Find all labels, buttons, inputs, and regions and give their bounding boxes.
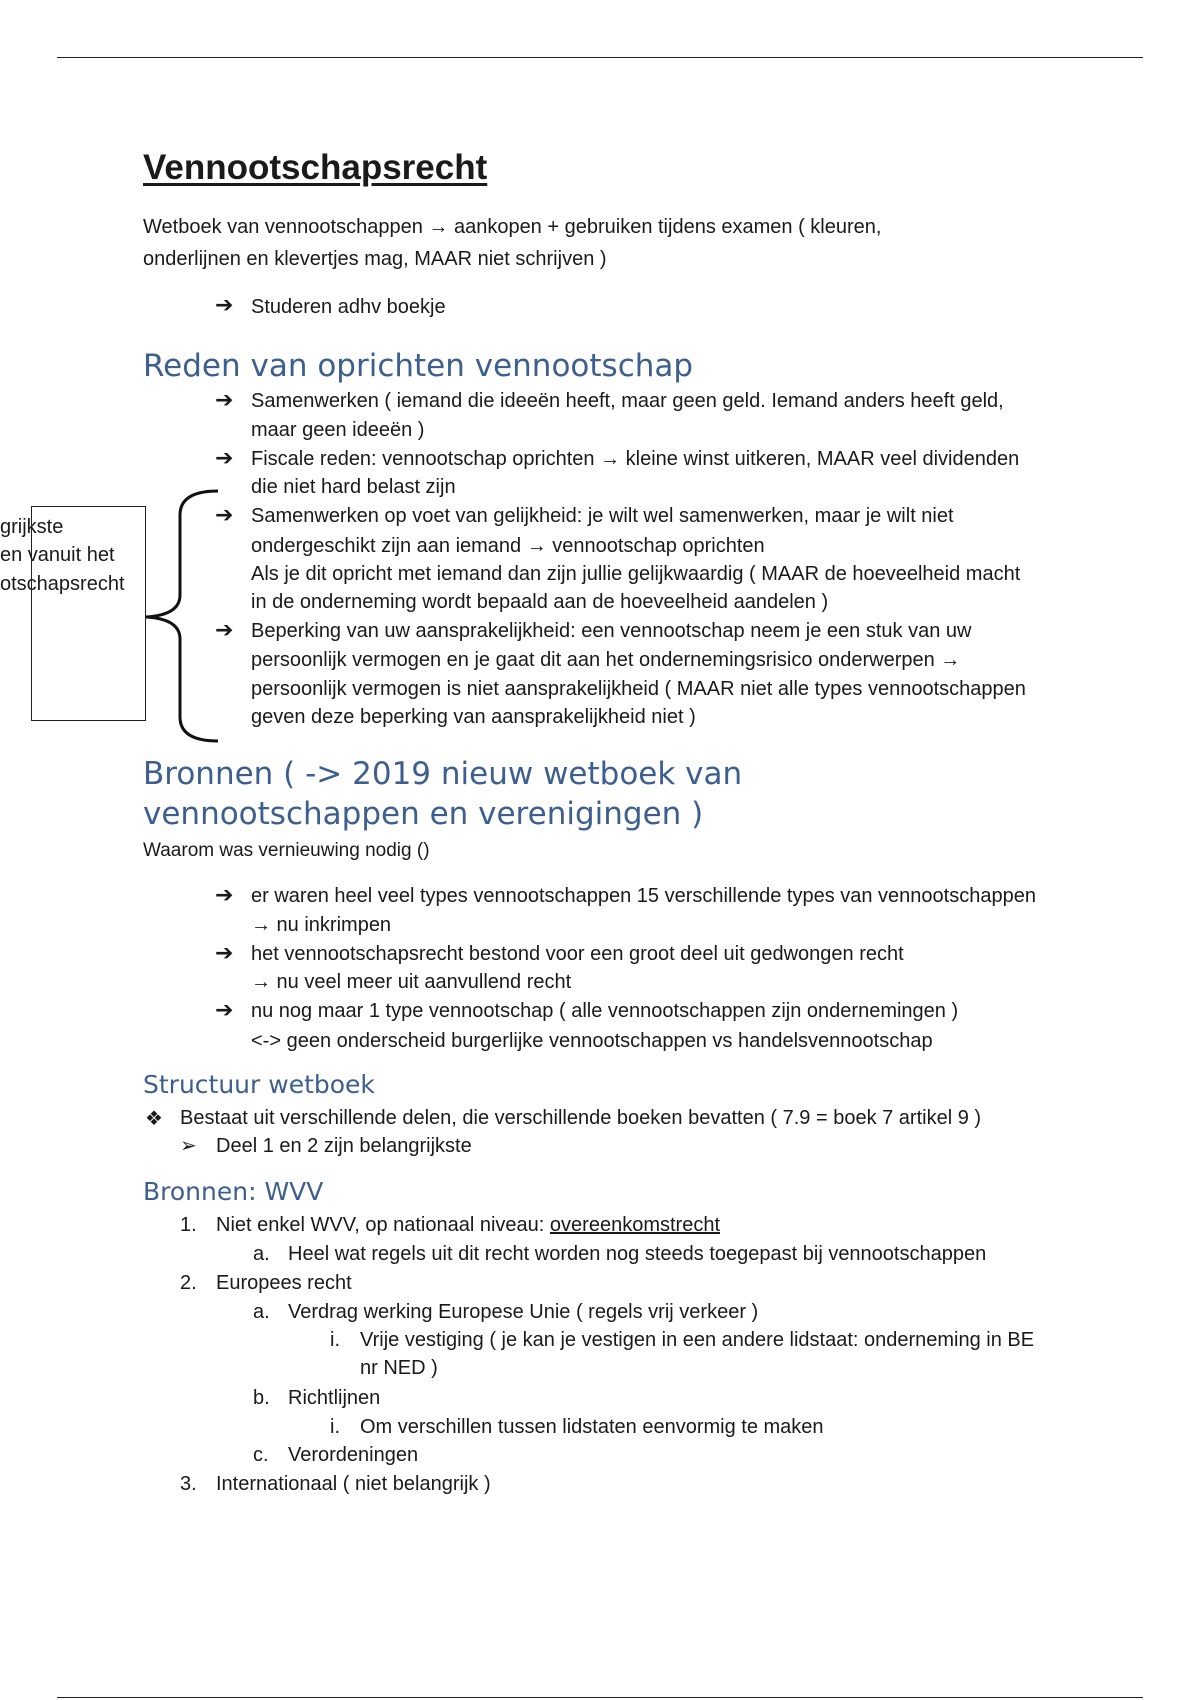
reden-line: persoonlijk vermogen is niet aansprakelijkheid ( MAAR niet alle types vennootschappen (251, 678, 1026, 700)
bronnen-line: → nu veel meer uit aanvullend recht (251, 971, 572, 993)
list-marker: i. (330, 1329, 340, 1351)
list-marker: 3. (180, 1473, 197, 1495)
curly-brace (140, 485, 225, 745)
wvv-item-2a: Verdrag werking Europese Unie ( regels vrij verkeer ) (288, 1301, 759, 1323)
bronnen-line: nu nog maar 1 type vennootschap ( alle vennootschappen zijn ondernemingen ) (251, 1000, 959, 1022)
page-title: Vennootschapsrecht (143, 148, 488, 187)
bottom-rule (57, 1697, 1143, 1698)
list-marker: 2. (180, 1272, 197, 1294)
reden-line: Als je dit opricht met iemand dan zijn jullie gelijkwaardig ( MAAR de hoeveelheid macht (251, 563, 1021, 585)
wvv-item-1a: Heel wat regels uit dit recht worden nog steeds toegepast bij vennootschappen (288, 1243, 987, 1265)
arrow-bullet-icon: ➔ (215, 502, 234, 527)
reden-line: Samenwerken op voet van gelijkheid: je wilt wel samenwerken, maar je wilt niet (251, 505, 954, 527)
arrow-bullet-icon: ➔ (215, 940, 234, 965)
wvv-item-2c: Verordeningen (288, 1444, 419, 1466)
wvv-item-2: Europees recht (216, 1272, 352, 1294)
section-heading-structuur: Structuur wetboek (143, 1070, 375, 1099)
structuur-item: Bestaat uit verschillende delen, die verschillende boeken bevatten ( 7.9 = boek 7 artikel 9 ) (180, 1107, 982, 1129)
arrow-bullet-icon: ➔ (215, 882, 234, 907)
arrow-bullet-icon: ➔ (215, 445, 234, 470)
top-rule (57, 57, 1143, 58)
side-note-line: en vanuit het (0, 544, 115, 566)
wvv-item-1-text: Niet enkel WVV, op nationaal niveau: (216, 1214, 550, 1236)
reden-line: die niet hard belast zijn (251, 476, 456, 498)
reden-line: Beperking van uw aansprakelijkheid: een vennootschap neem je een stuk van uw (251, 620, 972, 642)
structuur-subitem: Deel 1 en 2 zijn belangrijkste (216, 1135, 472, 1157)
arrow-bullet-icon: ➔ (215, 387, 234, 412)
reden-line: Fiscale reden: vennootschap oprichten → kleine winst uitkeren, MAAR veel dividenden (251, 448, 1020, 470)
reden-line: in de onderneming wordt bepaald aan de hoeveelheid aandelen ) (251, 591, 829, 613)
wvv-item-2bi: Om verschillen tussen lidstaten eenvormig te maken (360, 1416, 824, 1438)
list-marker: a. (253, 1243, 270, 1265)
reden-line: ondergeschikt zijn aan iemand → vennootschap oprichten (251, 535, 765, 557)
reden-line: geven deze beperking van aansprakelijkheid niet ) (251, 706, 696, 728)
section-heading-wvv: Bronnen: WVV (143, 1177, 324, 1206)
reden-line: Samenwerken ( iemand die ideeën heeft, maar geen geld. Iemand anders heeft geld, (251, 390, 1004, 412)
diamond-bullet-icon: ❖ (145, 1108, 163, 1130)
arrow-bullet-icon: ➔ (215, 292, 234, 317)
bronnen-line: er waren heel veel types vennootschappen 15 verschillende types van vennootschappen (251, 885, 1036, 907)
side-note-line: otschapsrecht (0, 573, 125, 595)
bronnen-line: <-> geen onderscheid burgerlijke vennootschappen vs handelsvennootschap (251, 1030, 933, 1052)
list-marker: 1. (180, 1214, 197, 1236)
wvv-item-2ai-line1: Vrije vestiging ( je kan je vestigen in een andere lidstaat: onderneming in BE (360, 1329, 1035, 1351)
arrowhead-bullet-icon: ➢ (180, 1135, 197, 1157)
list-marker: a. (253, 1301, 270, 1323)
wvv-item-1 (216, 1211, 720, 1239)
arrow-bullet-icon: ➔ (215, 617, 234, 642)
reden-line: maar geen ideeën ) (251, 419, 425, 441)
section-heading-bronnen-2: vennootschappen en verenigingen ) (143, 796, 704, 832)
wvv-item-3: Internationaal ( niet belangrijk ) (216, 1473, 491, 1495)
list-marker: b. (253, 1387, 270, 1409)
section-heading-reden: Reden van oprichten vennootschap (143, 348, 694, 384)
intro-line-2: onderlijnen en klevertjes mag, MAAR niet schrijven ) (143, 248, 607, 270)
intro-line-1: Wetboek van vennootschappen → aankopen + gebruiken tijdens examen ( kleuren, (143, 216, 882, 238)
wvv-item-2ai-line2: nr NED ) (360, 1357, 438, 1379)
list-marker: c. (253, 1444, 269, 1466)
side-note-line: grijkste (0, 516, 64, 538)
intro-bullet: Studeren adhv boekje (251, 296, 446, 318)
bronnen-intro: Waarom was vernieuwing nodig () (143, 840, 430, 861)
list-marker: i. (330, 1416, 340, 1438)
arrow-bullet-icon: ➔ (215, 997, 234, 1022)
section-heading-bronnen-1: Bronnen ( -> 2019 nieuw wetboek van (143, 756, 743, 792)
wvv-item-2b: Richtlijnen (288, 1387, 381, 1409)
reden-line: persoonlijk vermogen en je gaat dit aan het ondernemingsrisico onderwerpen → (251, 649, 961, 671)
overeenkomstrecht-link[interactable]: overeenkomstrecht (549, 1214, 720, 1236)
bronnen-line: → nu inkrimpen (251, 914, 392, 936)
bronnen-line: het vennootschapsrecht bestond voor een groot deel uit gedwongen recht (251, 943, 904, 965)
